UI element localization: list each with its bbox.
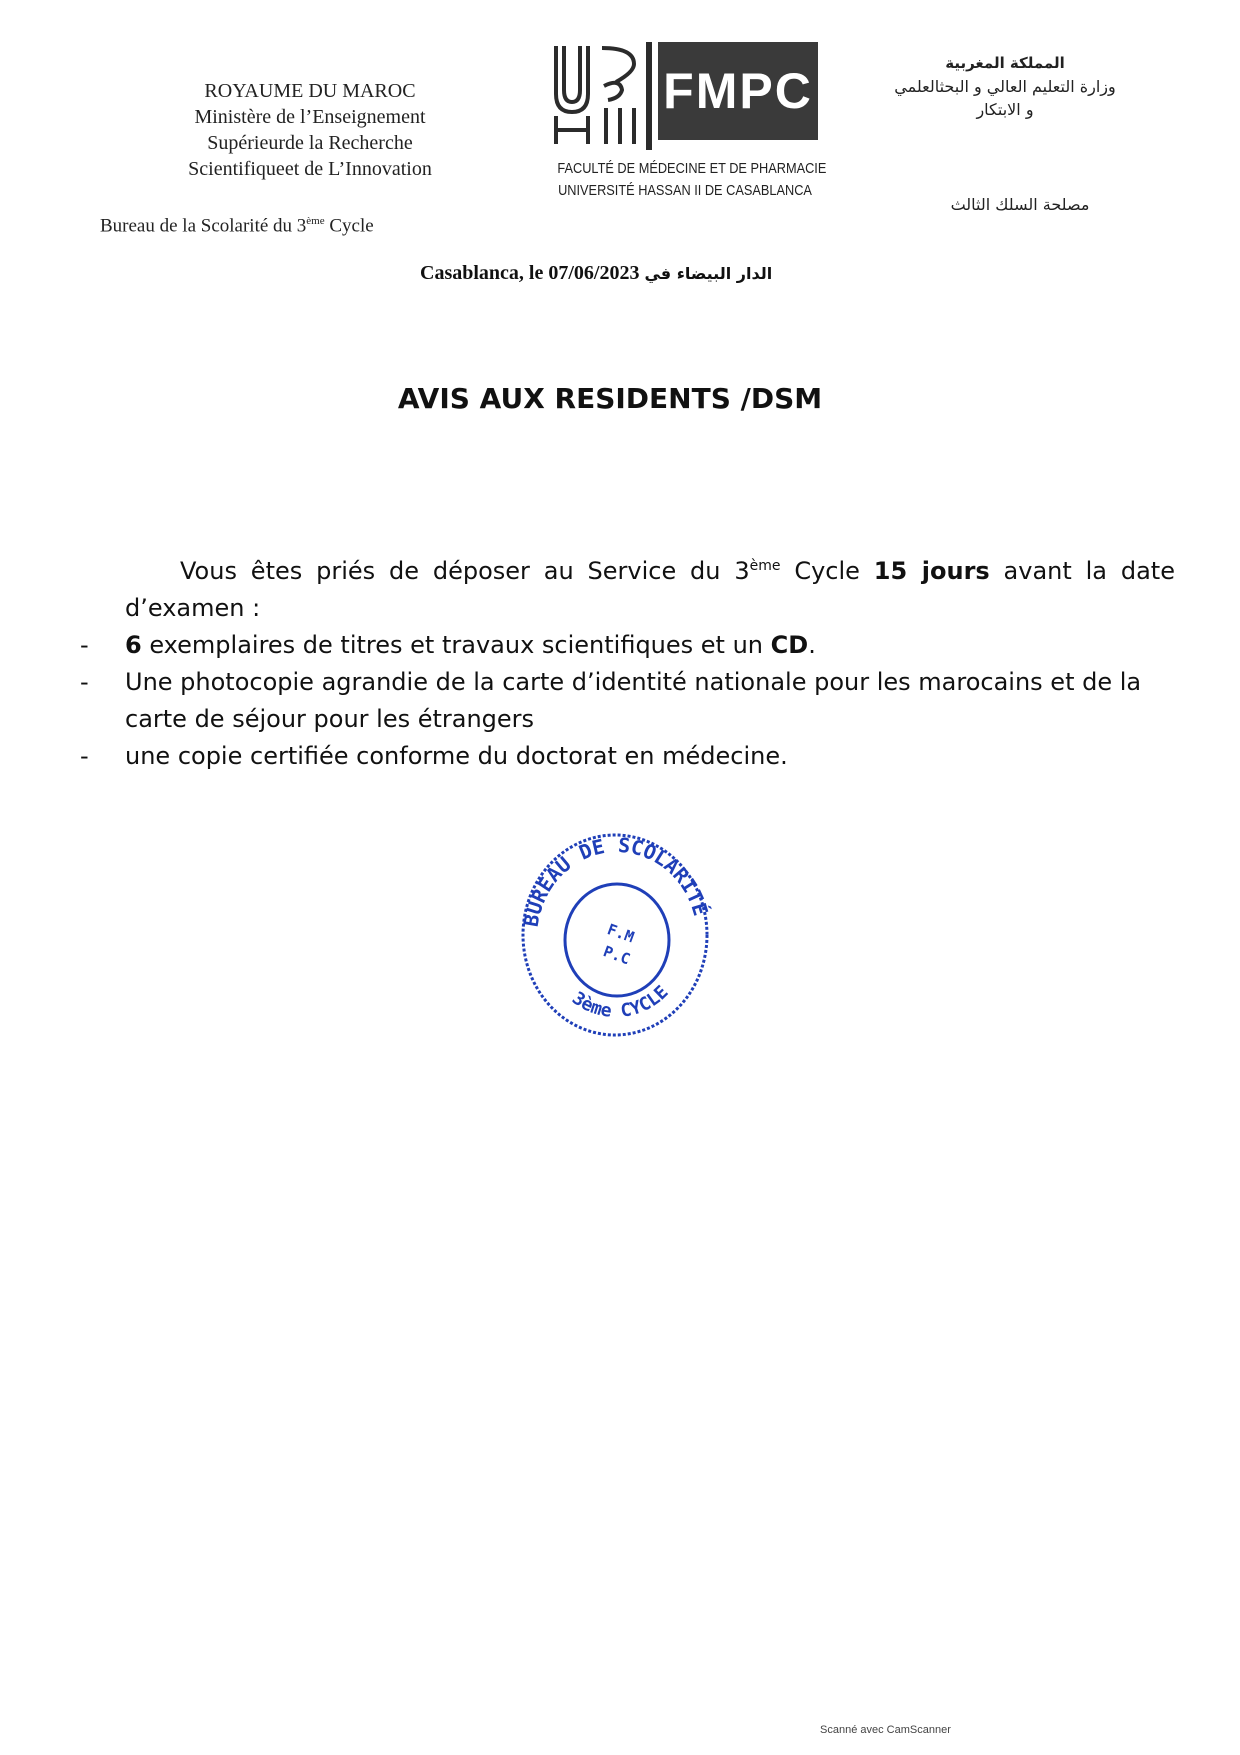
intro-bold: 15 jours: [873, 557, 990, 585]
notice-body: [80, 548, 1175, 775]
list-item: [80, 664, 1175, 738]
arabic-header: [860, 52, 1150, 121]
uh2c-logo-icon: [550, 42, 640, 147]
intro-part-2: Cycle: [780, 557, 874, 585]
ministry-line-1: Ministère de l’Enseignement: [194, 106, 426, 128]
list-dash: -: [80, 668, 89, 696]
list-dash: -: [80, 631, 89, 659]
stamp-outer-bottom-text: 3ème CYCLE: [568, 981, 673, 1022]
date-arabic: الدار البيضاء في: [644, 264, 773, 283]
ministry-line-2: Supérieurde la Recherche: [207, 132, 413, 154]
item-1-bold-cd: CD: [770, 631, 809, 659]
ministry-header: [140, 78, 480, 182]
fmpc-logo: [550, 42, 820, 152]
bureau-line: [100, 215, 374, 237]
faculty-caption: [557, 158, 827, 202]
requirements-list: [80, 627, 1175, 775]
faculty-name: FACULTÉ DE MÉDECINE ET DE PHARMACIE: [557, 161, 827, 177]
notice-title: [0, 382, 1240, 415]
item-3-text: une copie certifiée conforme du doctorat en médecine.: [125, 742, 788, 770]
date-french: Casablanca, le 07/06/2023: [420, 262, 640, 284]
date-line: [420, 262, 840, 285]
item-1-end: .: [808, 631, 816, 659]
intro-part-1: Vous êtes priés de déposer au Service du 3: [180, 557, 750, 585]
list-dash: -: [80, 742, 89, 770]
arabic-service-line: مصلحة السلك الثالث: [950, 195, 1090, 214]
bureau-suffix: Cycle: [324, 215, 374, 237]
stamp-outer-top-text: BUREAU DE SCOLARITÉ: [518, 832, 713, 929]
bureau-prefix: Bureau de la Scolarité du 3: [100, 215, 307, 237]
stamp-inner-line-2: P.C: [600, 942, 633, 969]
intro-sup: ème: [749, 558, 781, 574]
scanner-watermark: Scanné avec CamScanner: [820, 1724, 951, 1736]
notice-title-text: AVIS AUX RESIDENTS /DSM: [397, 382, 823, 415]
arabic-ministry-line-1: وزارة التعليم العالي و البحثالعلمي: [894, 77, 1116, 96]
intro-part-3: avant la date d’examen :: [125, 557, 1175, 622]
kingdom-line: ROYAUME DU MAROC: [204, 80, 416, 102]
list-item: [80, 627, 1175, 664]
university-name: UNIVERSITÉ HASSAN II DE CASABLANCA: [558, 183, 812, 199]
item-2-text: Une photocopie agrandie de la carte d’identité nationale pour les marocains et de la carte de séjour pour les étrangers: [125, 668, 1142, 733]
arabic-ministry-line-2: و الابتكار: [976, 100, 1034, 119]
ministry-line-3: Scientifiqueet de L’Innovation: [188, 158, 432, 180]
arabic-kingdom-line: المملكة المغربية: [945, 54, 1065, 72]
fmpc-logo-box: FMPC: [658, 42, 818, 140]
item-1-bold-count: 6: [125, 631, 142, 659]
bureau-stamp: [515, 820, 715, 1040]
intro-paragraph: [125, 548, 1175, 627]
stamp-inner-line-1: F.M: [604, 920, 637, 947]
item-1-text: exemplaires de titres et travaux scientifiques et un: [141, 631, 771, 659]
logo-separator: [646, 42, 652, 150]
list-item: [80, 738, 1175, 775]
bureau-sup: ème: [306, 215, 325, 227]
